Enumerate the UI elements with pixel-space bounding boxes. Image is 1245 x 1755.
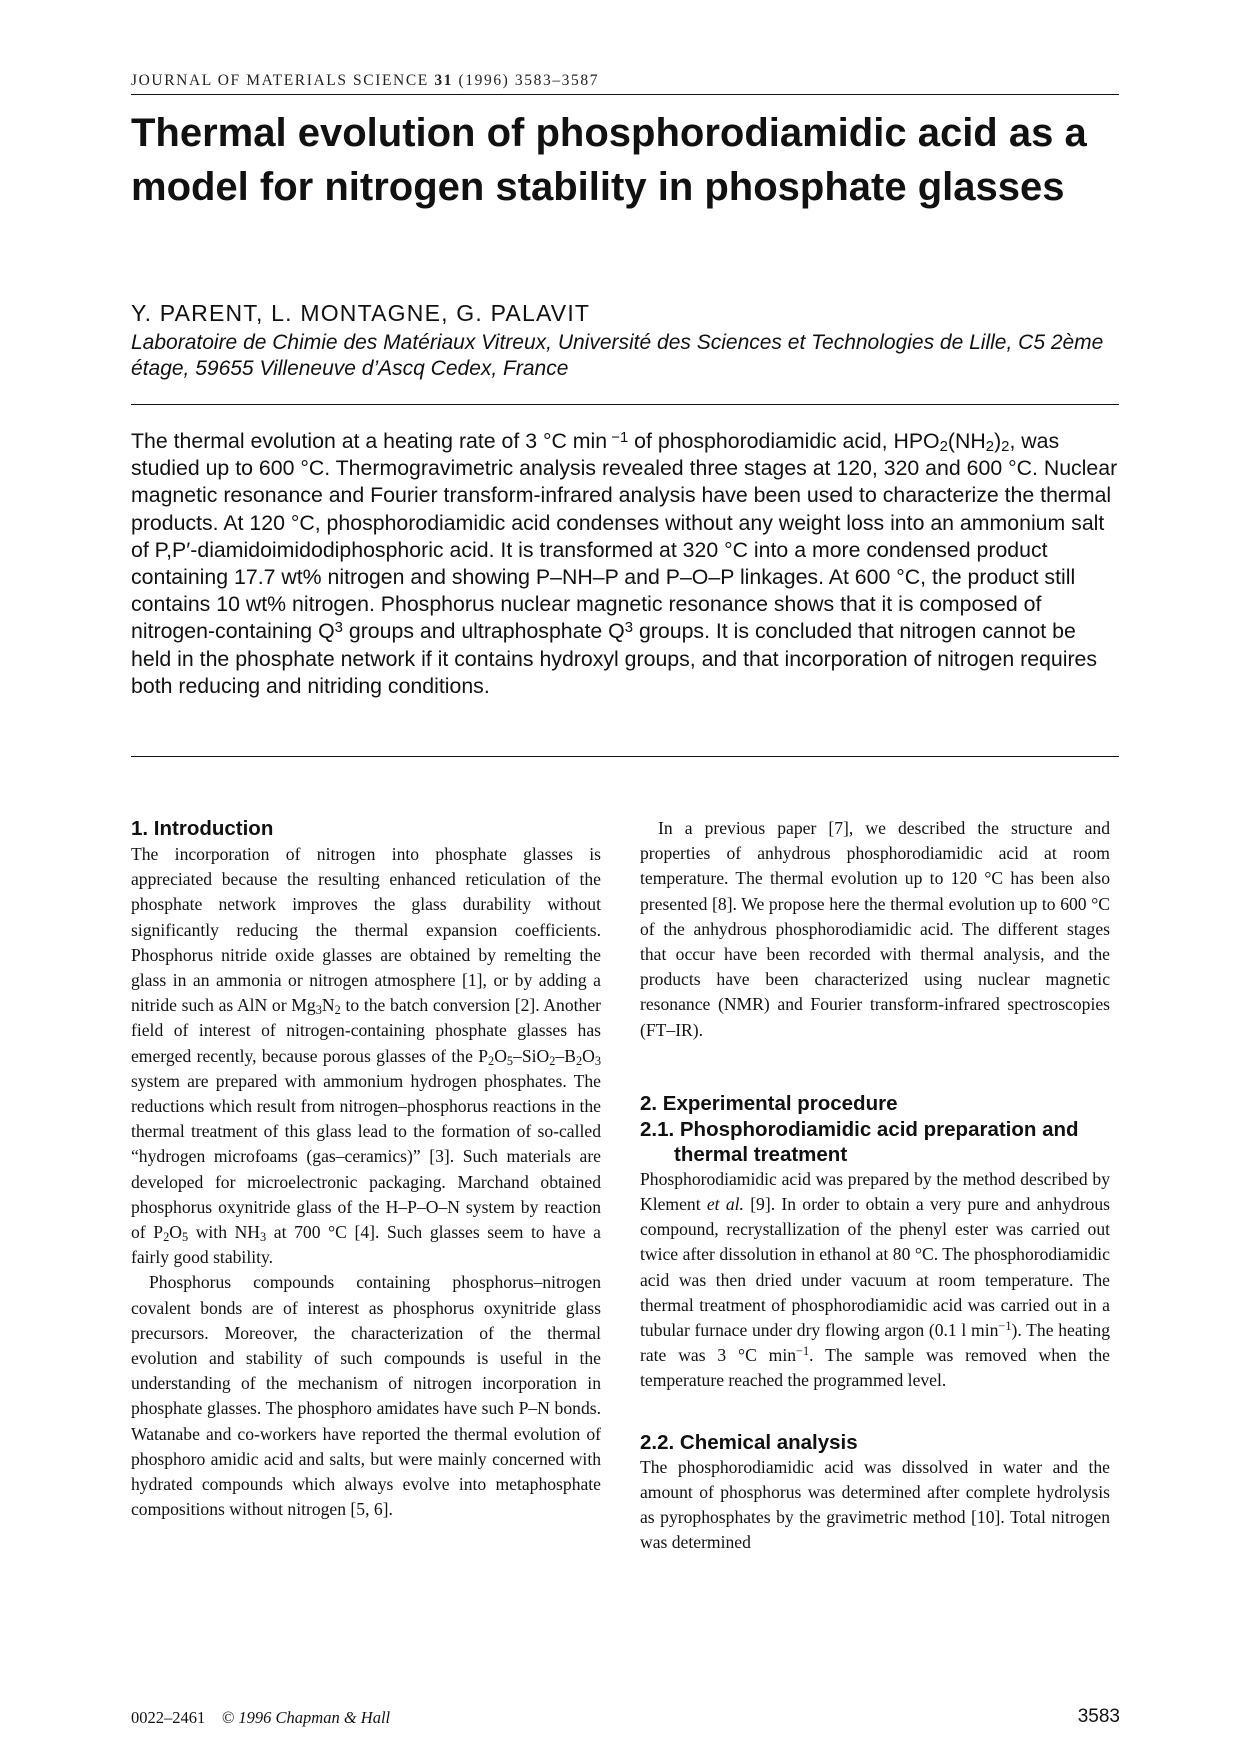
text-sub: 5: [181, 1230, 189, 1245]
text-seg: [9]. In order to obtain a very pure and anhydrous compound, recrystallization of the phenyl ester was carried out twice after dissolution in ethanol at 80 °C. The phosphorodiamidic acid was then dried under vacuum at room temperature. The thermal treatment of phosphorodiamidic acid was carried out in a tubular furnace under dry flowing argon (0.1 l min: [640, 1194, 1110, 1341]
page-number: 3583: [1077, 1706, 1120, 1727]
text-sup: −1: [796, 1344, 810, 1359]
abstract-sub: 2: [1001, 439, 1010, 455]
text-seg: O: [494, 1045, 507, 1066]
journal-year-pages: (1996) 3583–3587: [458, 72, 600, 89]
intro-paragraph-3: In a previous paper [7], we described the structure and properties of anhydrous phosphorodiamidic acid at room temperature. The thermal evolution up to 120 °C has been also presented [8]. We propose here the thermal evolution up to 600 °C of the anhydrous phosphorodiamidic acid. The different stages that occur have been recorded with thermal analysis, and the products have been characterized using nuclear magnetic resonance (NMR) and Fourier transform-infrared spectroscopies (FT–IR).: [640, 818, 1110, 1040]
text-seg: with NH: [188, 1222, 261, 1243]
copyright: © 1996 Chapman & Hall: [221, 1708, 391, 1727]
text-sub: 5: [506, 1053, 514, 1068]
preparation-paragraph: [640, 1167, 1110, 1394]
text-seg: . The sample was removed when the temperature reached the programmed level.: [640, 1345, 1110, 1391]
footer-issn-copyright: [131, 1708, 390, 1728]
text-sup: −1: [998, 1319, 1012, 1334]
text-sub: 3: [594, 1053, 601, 1068]
abstract-sup: −1: [607, 430, 629, 446]
text-sub: 2: [549, 1053, 556, 1068]
journal-name: JOURNAL OF MATERIALS SCIENCE: [131, 72, 429, 89]
text-seg: Phosphorodiamidic acid was prepared by the method described by Klement: [640, 1168, 1110, 1215]
chemical-analysis-paragraph: The phosphorodiamidic acid was dissolved in water and the amount of phosphorus was determined after complete hydrolysis as pyrophosphates by the gravimetric method [10]. Total nitrogen was determined: [640, 1456, 1110, 1553]
text-seg: at 700 °C [4]. Such glasses seem to have a fairly good stability.: [131, 1222, 601, 1268]
text-seg: to the batch conversion [2]. Another field of interest of nitrogen-containing phosphate glasses has emerged recently, because porous glasses of the P: [131, 995, 601, 1066]
article-title: Thermal evolution of phosphorodiamidic acid as a model for nitrogen stability in phosphate glasses: [131, 111, 1087, 209]
abstract-top-rule: [131, 404, 1119, 405]
abstract-seg: (NH: [947, 429, 986, 453]
abstract-sup: 3: [334, 620, 343, 637]
abstract-sup: 3: [624, 620, 634, 637]
intro-paragraph-1: [131, 842, 601, 1270]
abstract-seg: groups. It is concluded that nitrogen cannot be held in the phosphate network if it contains hydroxyl groups, and that incorporation of nitrogen requires both reducing and nitriding conditions.: [131, 619, 1098, 698]
text-sub: 3: [315, 1003, 322, 1018]
text-seg: The incorporation of nitrogen into phosphate glasses is appreciated because the resulting enhanced reticulation of the phosphate network improves the glass durability without significantly reducing the thermal expansion coefficients. Phosphorus nitride oxide glasses are obtained by remelting the glass in an ammonia or nitrogen atmosphere [1], or by adding a nitride such as AlN or Mg: [131, 844, 601, 1016]
journal-volume: 31: [434, 72, 454, 89]
right-column: [640, 816, 1110, 1555]
abstract-seg: of phosphorodiamidic acid, HPO: [628, 429, 940, 453]
text-seg: system are prepared with ammonium hydrogen phosphates. The reductions which result from nitrogen–phosphorus reactions in the thermal treatment of this glass lead to the formation of so-called “hydrogen microfoams (gas–ceramics)” [3]. Such materials are developed for microelectronic packaging. Marchand obtained phosphorus oxynitride glass of the H–P–O–N system by reaction of P: [131, 1070, 601, 1243]
header-rule: [131, 94, 1119, 95]
abstract-bottom-rule: [131, 756, 1119, 757]
text-sub: 2: [163, 1230, 170, 1245]
journal-header: [131, 72, 1119, 90]
left-column: [131, 816, 601, 1522]
text-sub: 2: [334, 1003, 341, 1018]
subsection-heading-preparation: 2.1. Phosphorodiamidic acid preparation and thermal treatment: [640, 1117, 1079, 1166]
text-seg: O: [582, 1045, 595, 1066]
spacer: [640, 1043, 1110, 1091]
text-seg: –SiO: [513, 1045, 550, 1066]
text-sub: 2: [488, 1053, 495, 1068]
text-seg: N: [321, 995, 335, 1016]
authors: Y. PARENT, L. MONTAGNE, G. PALAVIT: [131, 300, 591, 326]
abstract-seg: groups and ultraphosphate Q: [342, 619, 625, 644]
abstract: [131, 428, 1119, 700]
abstract-seg: ): [994, 429, 1002, 453]
abstract-seg: The thermal evolution at a heating rate of 3 °C min: [131, 429, 608, 453]
section-heading-experimental: 2. Experimental procedure: [640, 1091, 898, 1115]
abstract-seg: , was studied up to 600 °C. Thermogravimetric analysis revealed three stages at 120, 320 and 600 °C. Nuclear magnetic resonance and Fourier transform-infrared analysis have been used to characterize the thermal products. At 120 °C, phosphorodiamidic acid condenses without any weight loss into an ammonium salt of P,P′-diamidoimidodiphosphoric acid. It is transformed at 320 °C into a more condensed product containing 17.7 wt% nitrogen and showing P–NH–P and P–O–P linkages. At 600 °C, the product still contains 10 wt% nitrogen. Phosphorus nuclear magnetic resonance shows that it is composed of nitrogen-containing Q: [131, 429, 1118, 644]
spacer: [640, 1394, 1110, 1430]
issn: 0022–2461: [131, 1708, 206, 1727]
intro-paragraph-2: Phosphorus compounds containing phosphorus–nitrogen covalent bonds are of interest as phosphorus oxynitride glass precursors. Moreover, the characterization of the thermal evolution and stability of such compounds is useful in the understanding of the mechanism of nitrogen incorporation in phosphate glasses. The phosphoro amidates have such P–N bonds. Watanabe and co-workers have reported the thermal evolution of phosphoro amidic acid and salts, but were mainly concerned with hydrated compounds which always evolve into metaphosphate compositions without nitrogen [5, 6].: [131, 1272, 601, 1520]
text-sub: 2: [575, 1053, 583, 1068]
text-sub: 3: [260, 1230, 267, 1245]
abstract-sub: 2: [939, 439, 948, 455]
affiliation: Laboratoire de Chimie des Matériaux Vitreux, Université des Sciences et Technologies de Lille, C5 2ème étage, 59655 Villeneuve d’Ascq Cedex, France: [131, 331, 1104, 380]
text-seg: O: [169, 1222, 182, 1243]
section-heading-introduction: 1. Introduction: [131, 817, 274, 840]
subsection-heading-chemical-analysis: 2.2. Chemical analysis: [640, 1430, 858, 1454]
text-italic: et al.: [706, 1194, 744, 1215]
abstract-text: [131, 428, 1119, 700]
abstract-sub: 2: [985, 439, 995, 455]
text-seg: –B: [555, 1045, 576, 1066]
text-seg: ). The heating rate was 3 °C min: [640, 1320, 1111, 1366]
